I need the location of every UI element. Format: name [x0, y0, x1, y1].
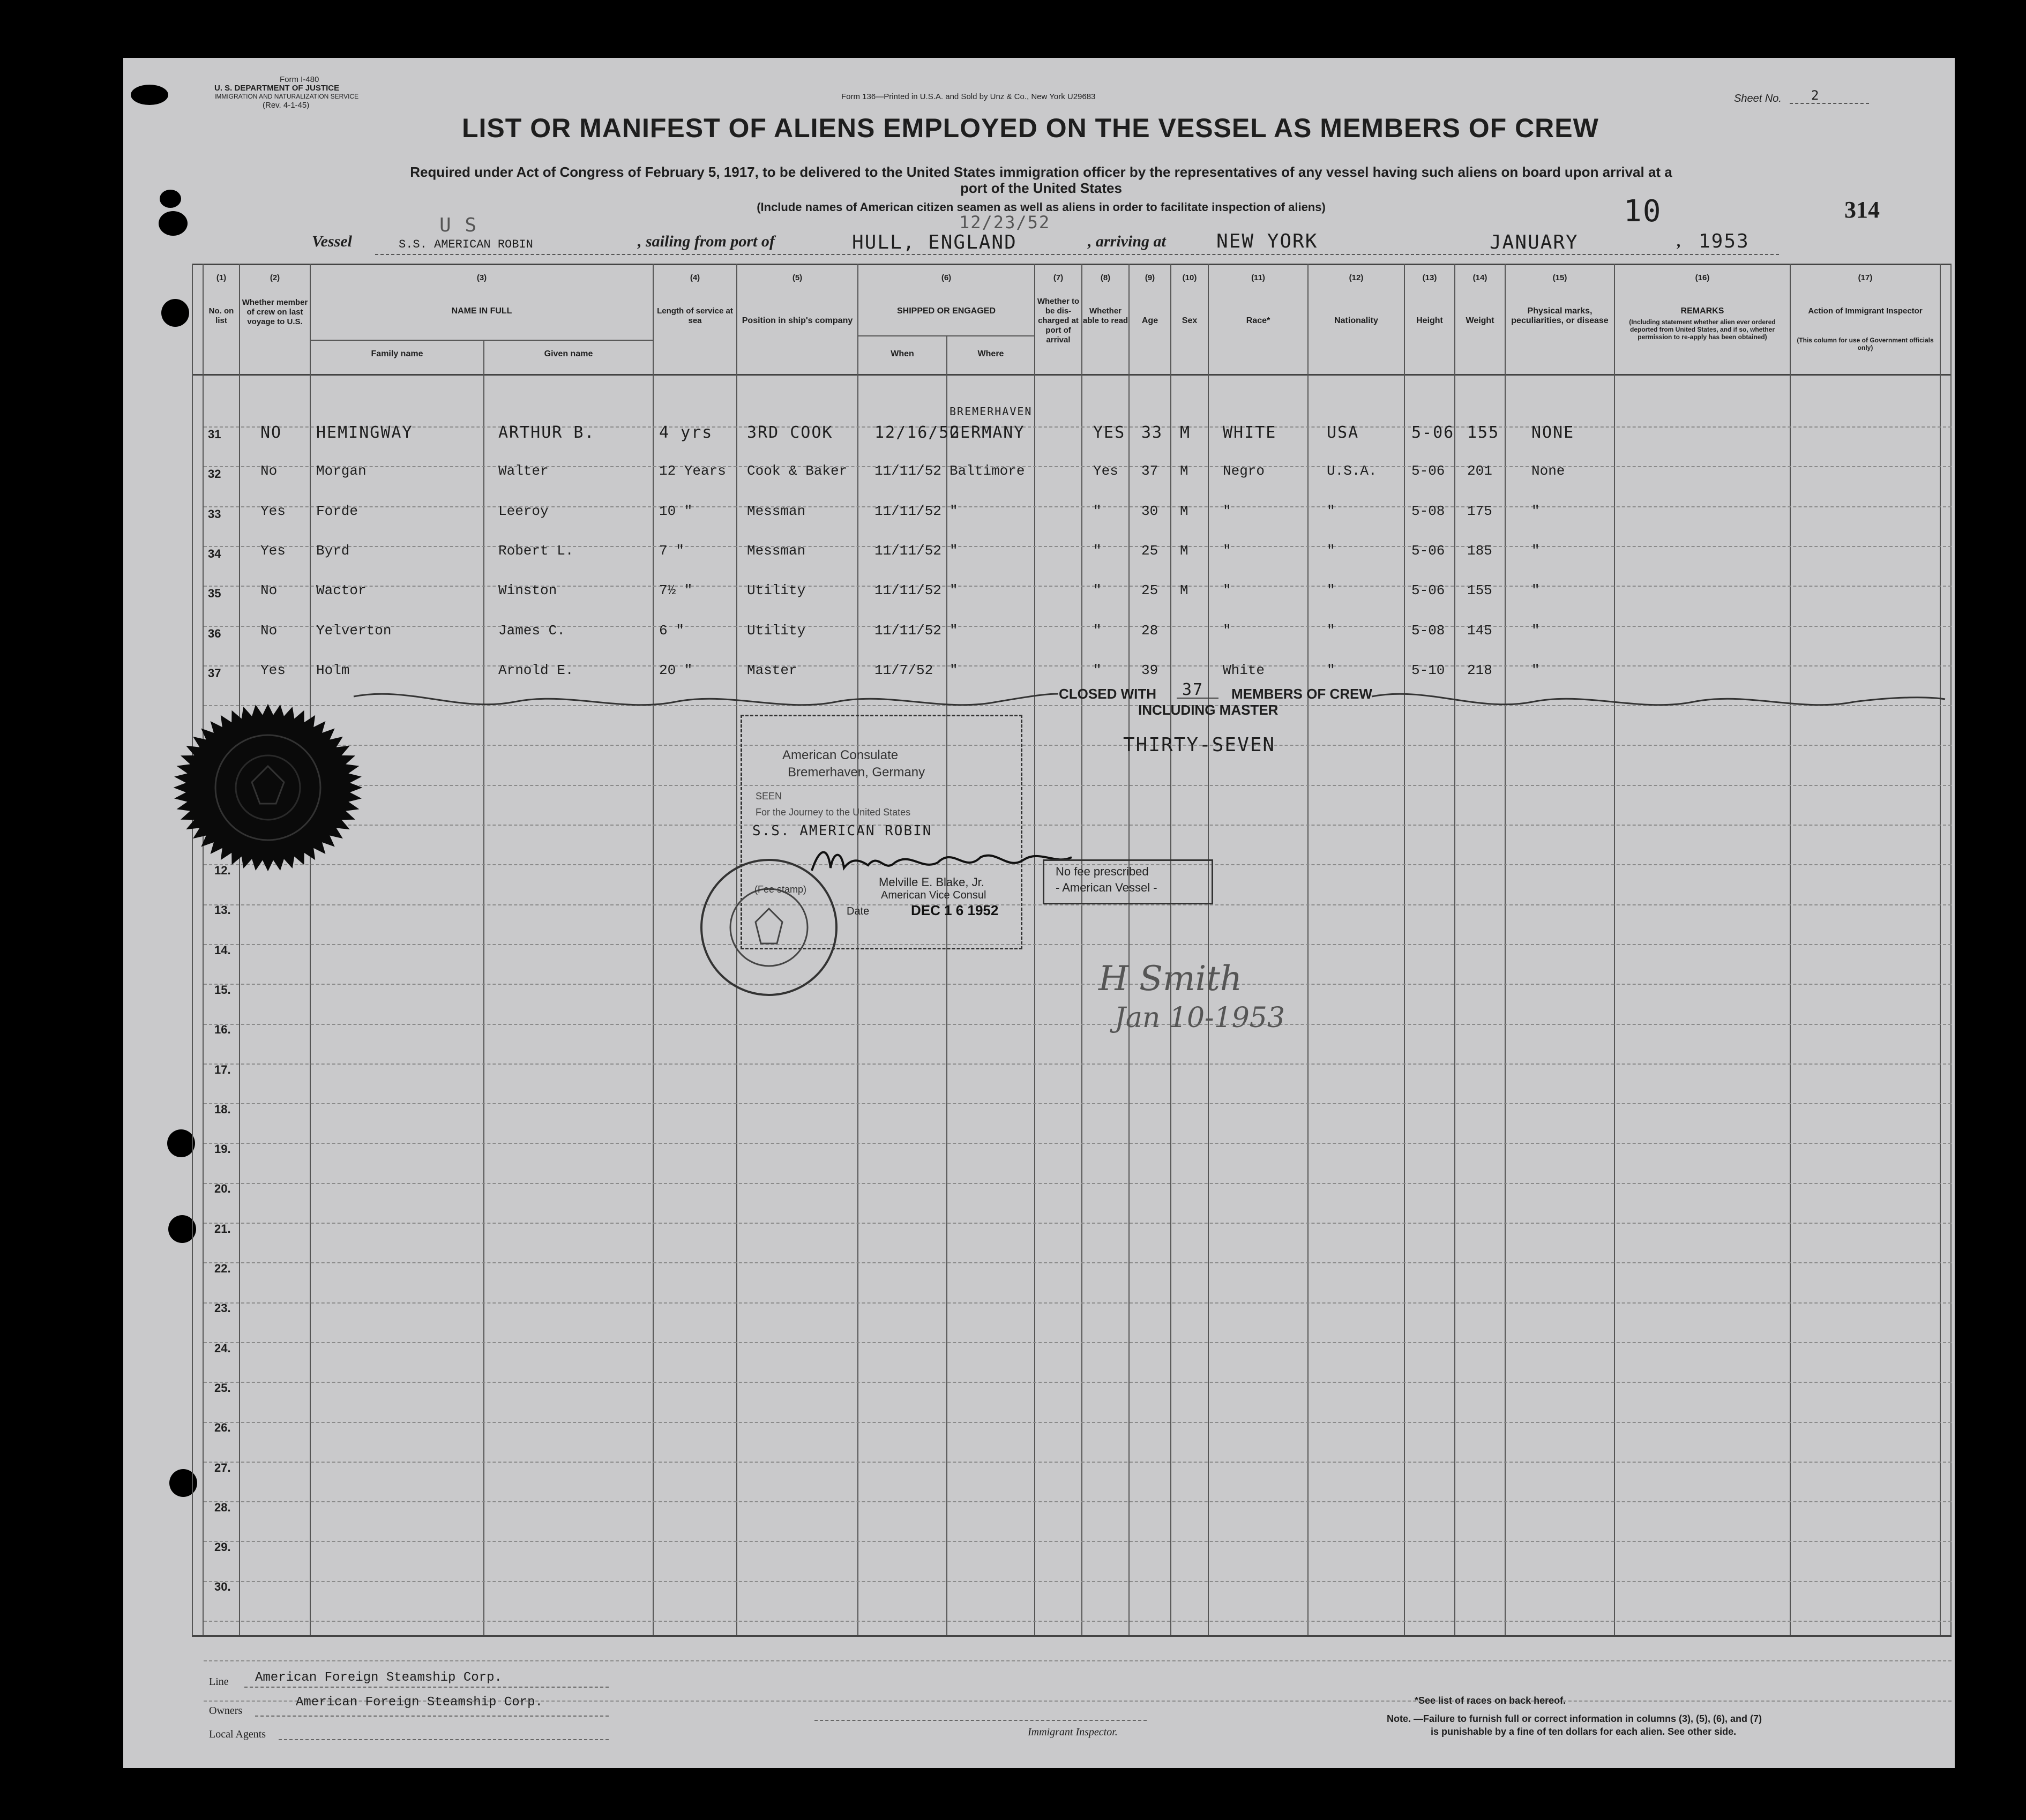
position-cell: Messman — [747, 503, 806, 519]
shipped-where-cell: Baltimore — [950, 463, 1025, 479]
physical-marks-cell: " — [1531, 543, 1540, 559]
printer-line: Form 136—Printed in U.S.A. and Sold by Unz & Co., New York U29683 — [841, 92, 1096, 101]
sex-cell: M — [1180, 423, 1191, 442]
requirement-line-1: Required under Act of Congress of February 5, 1917, to be delivered to the United States immigration officer by the representatives of any vessel having such aliens on board upon arrival at a — [410, 164, 1672, 180]
row-number: 37 — [208, 666, 221, 680]
consulate-stamp-line2: Bremerhaven, Germany — [788, 765, 925, 780]
family-name-cell: HEMINGWAY — [316, 423, 413, 442]
closed-count-words-hand: THIRTY-SEVEN — [1123, 734, 1276, 756]
form-number: Form I-480 — [280, 75, 319, 84]
able-to-read-cell: Yes — [1093, 463, 1118, 479]
form-revision: (Rev. 4-1-45) — [263, 101, 310, 110]
owners-label: Owners — [209, 1705, 243, 1717]
service-length-cell: 12 Years — [659, 463, 726, 479]
given-name-cell: Robert L. — [498, 543, 574, 559]
blank-row-number: 19. — [214, 1142, 231, 1156]
races-note: *See list of races on back hereof. — [1415, 1695, 1566, 1706]
given-name-cell: Winston — [498, 582, 557, 598]
column-number: (15) — [1552, 273, 1567, 282]
column-header-when: When — [891, 349, 914, 358]
column-number: (1) — [216, 273, 227, 282]
sailing-label: , sailing from port of — [638, 233, 775, 250]
sex-cell: M — [1180, 463, 1188, 479]
column-header-remarks: REMARKS — [1680, 306, 1724, 316]
department: U. S. DEPARTMENT OF JUSTICE — [214, 84, 340, 93]
shipped-when-cell: 11/11/52 — [874, 503, 941, 519]
race-cell: Negro — [1223, 463, 1265, 479]
members-of-crew-label: MEMBERS OF CREW — [1231, 686, 1372, 702]
row-number: 33 — [208, 507, 221, 521]
last-voyage-cell: No — [260, 582, 278, 598]
column-number: (3) — [476, 273, 487, 282]
able-to-read-cell: " — [1093, 623, 1102, 639]
consulate-stamp-line3: SEEN — [756, 791, 782, 802]
physical-marks-cell: None — [1531, 463, 1565, 479]
arriving-label: , arriving at — [1088, 233, 1166, 250]
able-to-read-cell: " — [1093, 543, 1102, 559]
family-name-cell: Forde — [316, 503, 358, 519]
service-name: IMMIGRATION AND NATURALIZATION SERVICE — [214, 93, 359, 100]
able-to-read-cell: " — [1093, 662, 1102, 678]
blank-row-number: 18. — [214, 1103, 231, 1116]
requirement-line-2: port of the United States — [960, 180, 1122, 196]
shipped-where-cell: " — [950, 503, 958, 519]
column-header-shipped: SHIPPED OR ENGAGED — [896, 306, 996, 316]
family-name-cell: Yelverton — [316, 623, 392, 639]
position-cell: Cook & Baker — [747, 463, 848, 479]
owners-underline — [255, 1716, 609, 1717]
able-to-read-cell: " — [1093, 503, 1102, 519]
blank-row-number: 12. — [214, 864, 231, 877]
height-cell: 5-06 — [1411, 582, 1445, 598]
able-to-read-cell: " — [1093, 582, 1102, 598]
line-value: American Foreign Steamship Corp. — [255, 1671, 502, 1685]
column-number: (16) — [1695, 273, 1710, 282]
service-length-cell: 20 " — [659, 662, 693, 678]
weight-cell: 175 — [1467, 503, 1492, 519]
given-name-cell: James C. — [498, 623, 565, 639]
family-name-cell: Byrd — [316, 543, 350, 559]
service-length-cell: 7 " — [659, 543, 684, 559]
able-to-read-cell: YES — [1093, 423, 1126, 442]
blank-row-number: 16. — [214, 1023, 231, 1036]
given-name-cell: Arnold E. — [498, 662, 574, 678]
last-voyage-cell: Yes — [260, 503, 286, 519]
shipped-when-cell: 11/11/52 — [874, 543, 941, 559]
blank-row-number: 15. — [214, 983, 231, 997]
closed-count-line — [1177, 698, 1218, 699]
weight-cell: 201 — [1467, 463, 1492, 479]
position-cell: Utility — [747, 582, 806, 598]
embossed-seal — [161, 696, 380, 879]
shipped-when-cell: 11/11/52 — [874, 582, 941, 598]
race-cell: WHITE — [1223, 423, 1277, 442]
family-name-cell: Morgan — [316, 463, 367, 479]
nationality-cell: " — [1327, 623, 1335, 639]
line-underline — [244, 1687, 609, 1688]
height-cell: 5-08 — [1411, 503, 1445, 519]
vice-consul-title: American Vice Consul — [881, 889, 986, 901]
column-number: (2) — [270, 273, 280, 282]
inspector-date-hand: Jan 10-1953 — [1115, 1002, 1285, 1034]
page-number: 314 — [1844, 197, 1880, 223]
position-cell: Master — [747, 662, 797, 678]
nationality-cell: " — [1327, 543, 1335, 559]
fee-stamp-line1: No fee prescribed — [1056, 865, 1149, 878]
blank-row-number: 14. — [214, 943, 231, 957]
weight-cell: 155 — [1467, 423, 1500, 442]
column-header-read: Whether able to read — [1082, 306, 1128, 325]
column-header-sex: Sex — [1182, 316, 1198, 325]
shipped-when-cell: 11/11/52 — [874, 623, 941, 639]
age-cell: 37 — [1141, 463, 1158, 479]
height-cell: 5-10 — [1411, 662, 1445, 678]
column-header-height: Height — [1416, 316, 1443, 325]
column-header-remarks-note: (Including statement whether alien ever ordered deported from United States, and if so, whether permission to re-apply has been obtained) — [1629, 318, 1776, 341]
blank-row-number: 24. — [214, 1342, 231, 1355]
page-title: LIST OR MANIFEST OF ALIENS EMPLOYED ON THE VESSEL AS MEMBERS OF CREW — [462, 113, 1599, 143]
blank-row-number: 25. — [214, 1381, 231, 1395]
arriving-port: NEW YORK — [1216, 230, 1318, 252]
column-header-name: NAME IN FULL — [451, 306, 512, 316]
column-header-weight: Weight — [1466, 316, 1494, 325]
blank-row-number: 17. — [214, 1063, 231, 1076]
physical-marks-cell: " — [1531, 662, 1540, 678]
shipped-where-cell: GERMANY — [950, 423, 1025, 442]
weight-cell: 155 — [1467, 582, 1492, 598]
age-cell: 28 — [1141, 623, 1158, 639]
sex-cell: M — [1180, 582, 1188, 598]
include-note: (Include names of American citizen seamen as well as aliens in order to facilitate inspection of aliens) — [757, 200, 1326, 214]
consulate-stamp-line4: For the Journey to the United States — [756, 807, 911, 818]
sheet-number: 2 — [1811, 88, 1820, 103]
column-header-nationality: Nationality — [1334, 316, 1378, 325]
race-cell: White — [1223, 662, 1265, 678]
height-cell: 5-06 — [1411, 463, 1445, 479]
note-text-1: —Failure to furnish full or correct information in columns (3), (5), (6), and (7) — [1414, 1713, 1762, 1724]
given-name-cell: Leeroy — [498, 503, 549, 519]
weight-cell: 145 — [1467, 623, 1492, 639]
immigrant-inspector-label: Immigrant Inspector. — [1028, 1726, 1118, 1738]
column-number: (5) — [792, 273, 803, 282]
including-master-label: INCLUDING MASTER — [1138, 702, 1279, 718]
last-voyage-cell: Yes — [260, 543, 286, 559]
service-length-cell: 7½ " — [659, 582, 693, 598]
physical-marks-cell: NONE — [1531, 423, 1575, 442]
column-number: (12) — [1349, 273, 1364, 282]
consulate-date: DEC 1 6 1952 — [911, 902, 999, 918]
column-number: (9) — [1145, 273, 1155, 282]
consulate-date-label: Date — [847, 905, 870, 917]
column-header-inspector-note: (This column for use of Government officials only) — [1797, 336, 1934, 351]
shipped-where-top-cell: BREMERHAVEN — [950, 405, 1033, 418]
column-header-position: Position in ship's company — [742, 316, 853, 325]
family-name-cell: Wactor — [316, 582, 367, 598]
column-number: (6) — [941, 273, 952, 282]
column-header-family-name: Family name — [371, 349, 423, 358]
closed-with-label: CLOSED WITH — [1059, 686, 1156, 702]
shipped-when-cell: 11/7/52 — [874, 662, 933, 678]
age-cell: 25 — [1141, 582, 1158, 598]
round-seal-fee-text: (Fee stamp) — [754, 884, 807, 895]
column-number: (14) — [1472, 273, 1487, 282]
shipped-where-cell: " — [950, 582, 958, 598]
age-cell: 25 — [1141, 543, 1158, 559]
column-number: (7) — [1053, 273, 1064, 282]
column-number: (8) — [1100, 273, 1111, 282]
local-agents-label: Local Agents — [209, 1728, 266, 1740]
physical-marks-cell: " — [1531, 582, 1540, 598]
shipped-where-cell: " — [950, 662, 958, 678]
owners-value: American Foreign Steamship Corp. — [296, 1695, 543, 1710]
arrival-year: 1953 — [1699, 230, 1750, 252]
vice-consul-name: Melville E. Blake, Jr. — [879, 875, 984, 889]
physical-marks-cell: " — [1531, 503, 1540, 519]
row-number: 34 — [208, 547, 221, 560]
column-header-no: No. on list — [208, 306, 234, 325]
nationality-cell: USA — [1327, 423, 1359, 442]
height-cell: 5-06 — [1411, 423, 1455, 442]
age-cell: 39 — [1141, 662, 1158, 678]
height-cell: 5-06 — [1411, 543, 1445, 559]
note-label: Note. — [1387, 1713, 1411, 1724]
column-number: (4) — [690, 273, 700, 282]
arrival-day: 10 — [1624, 194, 1662, 229]
race-cell: " — [1223, 582, 1231, 598]
blank-row-number: 21. — [214, 1222, 231, 1235]
inspector-signature-line — [814, 1720, 1147, 1721]
last-voyage-cell: NO — [260, 423, 282, 442]
blank-row-number: 30. — [214, 1580, 231, 1593]
sex-cell: M — [1180, 503, 1188, 519]
blank-row-number: 22. — [214, 1262, 231, 1275]
arrival-comma: , — [1677, 233, 1681, 250]
vessel-label: Vessel — [312, 233, 352, 250]
column-header-race: Race* — [1246, 316, 1270, 325]
blank-row-number: 23. — [214, 1301, 231, 1315]
inspector-signature-hand: H Smith — [1098, 959, 1243, 999]
column-header-given-name: Given name — [544, 349, 593, 358]
blank-row-number: 26. — [214, 1421, 231, 1434]
blank-row-number: 28. — [214, 1501, 231, 1514]
shipped-when-cell: 11/11/52 — [874, 463, 941, 479]
note-text-2: is punishable by a fine of ten dollars for each alien. See other side. — [1431, 1726, 1737, 1737]
weight-cell: 185 — [1467, 543, 1492, 559]
race-cell: " — [1223, 543, 1231, 559]
column-number: (17) — [1858, 273, 1873, 282]
position-cell: Messman — [747, 543, 806, 559]
column-number: (13) — [1422, 273, 1437, 282]
blank-row-number: 27. — [214, 1461, 231, 1474]
given-name-cell: ARTHUR B. — [498, 423, 595, 442]
blank-row-number: 13. — [214, 903, 231, 917]
arrival-month: JANUARY — [1490, 231, 1579, 253]
age-cell: 30 — [1141, 503, 1158, 519]
row-number: 32 — [208, 467, 221, 481]
column-number: (11) — [1251, 273, 1265, 282]
column-header-age: Age — [1141, 316, 1158, 325]
age-cell: 33 — [1141, 423, 1163, 442]
race-cell: " — [1223, 503, 1231, 519]
nationality-cell: U.S.A. — [1327, 463, 1377, 479]
column-header-physical-marks: Physical marks, peculiarities, or disease — [1511, 306, 1609, 325]
last-voyage-cell: Yes — [260, 662, 286, 678]
nationality-cell: " — [1327, 662, 1335, 678]
column-header-last-voyage: Whether member of crew on last voyage to U.S. — [242, 298, 308, 326]
height-cell: 5-08 — [1411, 623, 1445, 639]
service-length-cell: 6 " — [659, 623, 684, 639]
sheet-label: Sheet No. — [1734, 93, 1782, 104]
shipped-where-cell: " — [950, 623, 958, 639]
last-voyage-cell: No — [260, 623, 278, 639]
column-header-where: Where — [977, 349, 1004, 358]
line-label: Line — [209, 1676, 229, 1688]
shipped-when-cell: 12/16/52 — [874, 423, 961, 442]
vessel-prefix-hand: U S — [439, 214, 478, 236]
nationality-cell: " — [1327, 582, 1335, 598]
row-number: 36 — [208, 627, 221, 640]
column-header-inspector: Action of Immigrant Inspector — [1808, 306, 1923, 316]
service-length-cell: 10 " — [659, 503, 693, 519]
blank-row-number: 20. — [214, 1182, 231, 1195]
position-cell: Utility — [747, 623, 806, 639]
fee-stamp-line2: - American Vessel - — [1056, 881, 1157, 894]
weight-cell: 218 — [1467, 662, 1492, 678]
race-cell: " — [1223, 623, 1231, 639]
sex-cell: M — [1180, 543, 1188, 559]
given-name-cell: Walter — [498, 463, 549, 479]
family-name-cell: Holm — [316, 662, 350, 678]
round-consulate-seal — [697, 855, 841, 1000]
sailing-date-hand: 12/23/52 — [959, 212, 1051, 233]
agents-underline — [279, 1739, 609, 1740]
blank-row-number: 29. — [214, 1540, 231, 1554]
sailing-port: HULL, ENGLAND — [852, 231, 1017, 253]
consulate-stamp-line1: American Consulate — [782, 748, 899, 762]
last-voyage-cell: No — [260, 463, 278, 479]
physical-marks-cell: " — [1531, 623, 1540, 639]
column-number: (10) — [1182, 273, 1197, 282]
service-length-cell: 4 yrs — [659, 423, 713, 442]
column-header-service: Length of service at sea — [657, 306, 733, 325]
vessel-name: S.S. AMERICAN ROBIN — [399, 238, 533, 251]
position-cell: 3RD COOK — [747, 423, 833, 442]
row-number: 31 — [208, 428, 221, 441]
nationality-cell: " — [1327, 503, 1335, 519]
consulate-vessel-hand: S.S. AMERICAN ROBIN — [752, 823, 932, 839]
shipped-where-cell: " — [950, 543, 958, 559]
row-number: 35 — [208, 587, 221, 600]
closed-count-hand: 37 — [1182, 680, 1204, 699]
column-header-discharged: Whether to be dis-charged at port of arrival — [1037, 297, 1080, 344]
